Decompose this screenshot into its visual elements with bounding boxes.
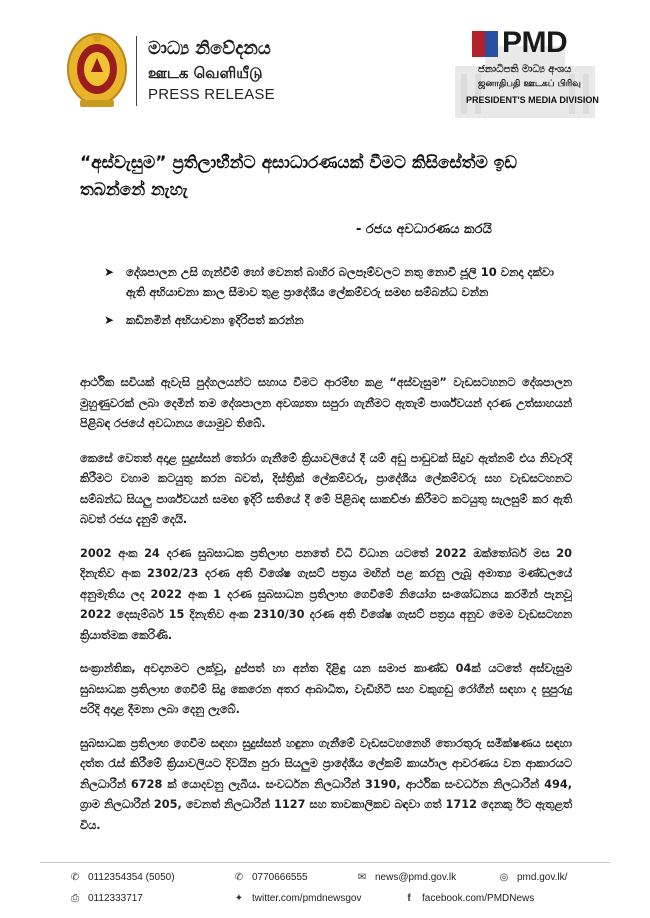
arrow-bullet-icon: ➤	[104, 265, 115, 279]
globe-icon: ◎	[499, 872, 509, 883]
footer-mobile	[232, 872, 308, 883]
bullet-item	[104, 262, 564, 302]
paragraph: කෙසේ වෙතත් අදාළ සුදුස්සන් තෝරා ගැනීමේ ක්‍රියාවලියේ දී යම් අඩු පාඩුවක් සිදුව ඇත්නම් එය නිවැරදි කිරීමට වහාම කටයුතු කරන බවත්, දිස්ත්‍රික් ලේකම්වරු, ප්‍රාදේශීය ලේකම්වරු සහ වැඩසටහනට සම්බන්ධ සියලු පාර්ශ්වයන් සමඟ ඉදිරි සතියේ දී මේ පිළිබඳ සාකච්ඡා කිරීමට කටයුතු සැලසුම් කර ඇති බවත් රජය දැනුම් දෙයි.	[80, 451, 572, 526]
footer-facebook	[402, 893, 534, 904]
facebook-icon: f	[407, 893, 411, 904]
pmd-logo-mark-icon	[472, 31, 498, 57]
paragraph: සංක්‍රාන්තික, අවදානමට ලක්වූ, දුප්පත් හා අන්ත දිළිඳු යන සමාජ කාණ්ඩ 04ක් යටතේ අස්වැසුම සුබසාධක ප්‍රතිලාභ ගෙවීම් සිදු කෙරෙන අතර ආබාධිත, වැඩිහිටි සහ වකුගඩු රෝගීන් සඳහා ද සුපුරුදු පරිදි අදාළ දීමනා ලබා දෙනු ලැබේ.	[80, 662, 572, 716]
pmd-name-sinhala: ජනාධිපති මාධ්‍ය අංශය	[478, 64, 572, 75]
arrow-bullet-icon: ➤	[104, 313, 115, 327]
paragraph: සුබසාධක ප්‍රතිලාභ ගෙවීම සඳහා සුදුස්සන් හඳුනා ගැනීමේ වැඩසටහනෙහි තොරතුරු සමීක්ෂණය සඳහා දත්ත රැස් කිරීමේ ක්‍රියාවලියට දිවයින පුරා සියලුම ප්‍රාදේශීය ලේකම් කාර්යාල ආවරණය වන ආකාරයට නිලධාරීන් 6728 ක් යොදවනු ලැබීය. සංවර්ධන නිලධාරීන් 3190, ආර්ථික සංවර්ධන නිලධාරීන් 494, ග්‍රාම නිලධාරීන් 205, වෙනත් නිලධාරීන් 1127 සහ තාවකාලිකව බඳවා ගත් 1712 දෙනකු ඊට ඇතුළත් විය.	[80, 736, 572, 832]
footer-mobile-text[interactable]: 0770666555	[252, 872, 308, 883]
footer-phone1	[68, 872, 175, 883]
subheadline: - රජය අවධාරණය කරයි	[356, 222, 492, 237]
footer-facebook-text[interactable]: facebook.com/PMDNews	[422, 893, 535, 904]
fax-icon: ⎙	[71, 893, 79, 904]
national-emblem-icon	[66, 32, 128, 108]
paragraph: 2002 අංක 24 දරණ සුබසාධක ප්‍රතිලාභ පනතේ විධි විධාන යටතේ 2022 ඔක්තෝබර් මස 20 දිනැතිව අංක 2302/23 දරණ අති විශේෂ ගැසට් පත්‍රය මඟින් පළ කරනු ලැබූ අමාත්‍ය මණ්ඩලයේ අනුමැතිය ලද 2022 අංක 1 දරණ සුබසාධන ප්‍රතිලාභ ගෙවීමේ නියෝග සංශෝධනය කරමින් පැනවූ 2022 දෙසැම්බර් 15 දිනැතිව අංක 2310/30 දරණ අති විශේෂ ගැසට් පත්‍රය අනුව මෙම වැඩසටහන ක්‍රියාත්මක කෙරිණි.	[80, 546, 572, 642]
header-divider	[136, 36, 137, 106]
header-title-sinhala: මාධ්‍ය නිවේදනය	[148, 38, 271, 59]
bullet-text: කඩිනමින් අභියාචනා ඉදිරිපත් කරන්න	[126, 313, 304, 327]
phone-icon: ✆	[70, 872, 80, 883]
email-icon: ✉	[357, 872, 367, 883]
footer-email	[355, 872, 456, 883]
footer-website-text[interactable]: pmd.gov.lk/	[517, 872, 568, 883]
footer-divider	[40, 862, 610, 863]
pmd-name-english: PRESIDENT'S MEDIA DIVISION	[466, 95, 599, 105]
bullet-text: දේශපාලන උසි ගැන්වීම් හෝ වෙනත් බාහිර බලපෑම්වලට නතු නොවී ජූලි 10 වනදා දක්වා ඇති අභියාචනා කාල සීමාව තුළ ප්‍රාදේශීය ලේකම්වරු සමඟ සම්බන්ධ වන්න	[126, 265, 554, 299]
pmd-name-tamil: ஜனாதிபதி ஊடகப் பிரிவு	[478, 79, 581, 89]
mobile-phone-icon: ✆	[234, 872, 244, 883]
header-title-english: PRESS RELEASE	[148, 86, 275, 103]
footer-email-text[interactable]: news@pmd.gov.lk	[375, 872, 457, 883]
footer-twitter	[232, 893, 362, 904]
twitter-icon: ✦	[234, 893, 244, 904]
footer-phone2-text[interactable]: 0112333717	[88, 893, 143, 904]
footer-phone1-text[interactable]: 0112354354 (5050)	[88, 872, 175, 883]
footer-website	[497, 872, 567, 883]
header-title-tamil: ஊடக வெளியீடு	[148, 64, 263, 82]
article-body	[80, 373, 572, 849]
footer-twitter-text[interactable]: twitter.com/pmdnewsgov	[252, 893, 362, 904]
bullet-item	[104, 310, 564, 330]
bullet-list	[104, 262, 564, 338]
pmd-logo-text: PMD	[502, 26, 568, 59]
footer-phone2	[68, 893, 143, 904]
headline: “අස්වැසුම” ප්‍රතිලාභීන්ට අසාධාරණයක් වීමට කිසිසේත්ම ඉඩ තබන්නේ නැහැ	[80, 153, 517, 200]
paragraph: ආර්ථික සවියක් ඇවැසි පුද්ගලයන්ට සහාය වීමට ආරම්භ කළ “අස්වැසුම” වැඩසටහනට දේශපාලන මුහුණුවරක් ලබා දෙමින් තම දේශපාලන අවශ්‍යතා සපුරා ගැනීමට ඇතැම් පාර්ශ්වයන් දරණ උත්සාහයන් පිළිබඳ රජයේ අවධානය යොමුව තිබේ.	[80, 376, 572, 430]
letterhead	[0, 0, 650, 118]
